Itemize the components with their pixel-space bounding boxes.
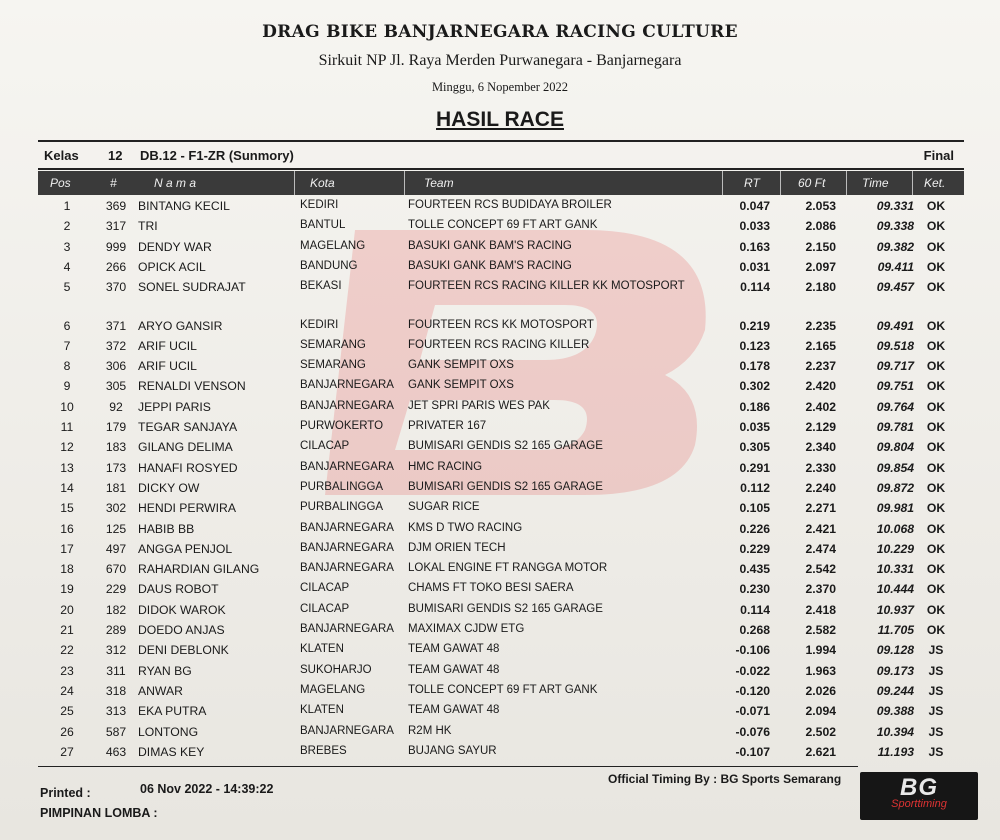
- logo-text-small: Sporttiming: [891, 798, 947, 810]
- kota-cell: BANTUL: [300, 219, 346, 232]
- table-row: [38, 704, 964, 724]
- table-row: [38, 542, 964, 562]
- name-cell: DAUS ROBOT: [138, 582, 219, 597]
- rt-cell: 0.114: [740, 280, 770, 295]
- ket-cell: OK: [926, 602, 946, 617]
- rt-cell: 0.226: [739, 521, 770, 536]
- pos-cell: 12: [60, 440, 74, 455]
- team-cell: BUJANG SAYUR: [408, 744, 497, 757]
- ket-cell: OK: [926, 623, 946, 637]
- rt-cell: 0.305: [739, 440, 770, 455]
- 60ft-cell: 2.420: [805, 379, 836, 394]
- name-cell: RENALDI VENSON: [138, 379, 246, 394]
- ket-cell: OK: [926, 318, 946, 333]
- pos-cell: 25: [60, 704, 74, 719]
- logo-text-big: BG: [900, 774, 938, 801]
- name-cell: DENDY WAR: [138, 239, 212, 254]
- ket-cell: JS: [928, 663, 944, 678]
- event-date: Minggu, 6 Nopember 2022: [431, 80, 569, 94]
- name-cell: RAHARDIAN GILANG: [138, 562, 260, 577]
- pos-cell: 18: [60, 562, 74, 577]
- rt-cell: -0.107: [735, 744, 770, 759]
- name-cell: ANGGA PENJOL: [138, 541, 233, 556]
- table-row: [38, 522, 964, 542]
- number-cell: 179: [105, 420, 127, 434]
- rt-cell: 0.229: [739, 541, 770, 556]
- 60ft-cell: 1.963: [805, 663, 836, 678]
- class-label: Kelas: [44, 147, 79, 163]
- ket-cell: OK: [926, 541, 946, 556]
- col-rt: RT: [744, 176, 760, 190]
- col-team: Team: [424, 176, 454, 190]
- pos-cell: 2: [63, 219, 71, 234]
- printed-value: 06 Nov 2022 - 14:39:22: [140, 782, 274, 796]
- name-cell: ARIF UCIL: [138, 338, 197, 353]
- name-cell: EKA PUTRA: [138, 704, 207, 719]
- name-cell: ARYO GANSIR: [138, 318, 223, 333]
- number-cell: 306: [105, 359, 127, 374]
- pos-cell: 24: [60, 683, 74, 698]
- table-row: [38, 319, 964, 339]
- kota-cell: BANJARNEGARA: [300, 379, 394, 392]
- team-cell: BASUKI GANK BAM'S RACING: [408, 239, 572, 252]
- time-cell: 10.068: [876, 521, 914, 536]
- official-timing: Official Timing By : BG Sports Semarang: [608, 772, 842, 786]
- rt-cell: 0.178: [739, 359, 770, 374]
- bottom-rule: [38, 766, 858, 767]
- number-cell: 302: [105, 501, 127, 516]
- team-cell: TOLLE CONCEPT 69 FT ART GANK: [408, 219, 598, 232]
- number-cell: 372: [105, 338, 127, 353]
- number-cell: 266: [105, 259, 127, 274]
- table-row: [38, 623, 964, 643]
- kota-cell: KLATEN: [300, 704, 344, 717]
- 60ft-cell: 2.165: [805, 338, 836, 353]
- 60ft-cell: 2.094: [805, 704, 836, 719]
- 60ft-cell: 2.240: [805, 480, 836, 495]
- pos-cell: 15: [60, 501, 74, 516]
- class-bar: [38, 142, 964, 168]
- time-cell: 09.981: [876, 501, 914, 516]
- team-cell: DJM ORIEN TECH: [408, 541, 506, 554]
- team-cell: BASUKI GANK BAM'S RACING: [408, 259, 572, 272]
- col-number: #: [110, 176, 117, 190]
- time-cell: 10.229: [876, 541, 914, 556]
- pos-cell: 22: [60, 643, 74, 658]
- ket-cell: OK: [926, 480, 946, 495]
- pos-cell: 10: [60, 399, 74, 414]
- pimpinan-lomba: PIMPINAN LOMBA :: [40, 806, 158, 820]
- table-row: [38, 199, 964, 219]
- time-cell: 10.444: [876, 582, 914, 597]
- time-cell: 09.411: [877, 259, 914, 274]
- ket-cell: JS: [928, 724, 944, 739]
- pos-cell: 6: [63, 318, 71, 333]
- number-cell: 305: [105, 379, 127, 394]
- col-time: Time: [862, 176, 889, 190]
- number-cell: 313: [105, 704, 127, 719]
- time-cell: 09.173: [876, 663, 914, 678]
- name-cell: DENI DEBLONK: [138, 643, 229, 658]
- time-cell: 09.804: [876, 440, 914, 455]
- rt-cell: 0.268: [739, 623, 770, 637]
- pos-cell: 23: [60, 663, 74, 678]
- pos-cell: 17: [60, 541, 74, 556]
- table-row: [38, 240, 964, 260]
- table-row: [38, 440, 964, 460]
- ket-cell: OK: [926, 379, 946, 394]
- ket-cell: OK: [926, 359, 946, 374]
- 60ft-cell: 1.994: [805, 643, 836, 658]
- 60ft-cell: 2.026: [805, 683, 836, 698]
- table-row: [38, 643, 964, 663]
- rt-cell: -0.071: [735, 704, 770, 719]
- 60ft-cell: 2.180: [805, 280, 836, 295]
- number-cell: 173: [105, 460, 127, 475]
- pos-cell: 21: [60, 623, 74, 637]
- team-cell: FOURTEEN RCS RACING KILLER: [408, 338, 590, 351]
- time-cell: 11.705: [877, 623, 914, 637]
- col-60ft: 60 Ft: [798, 176, 826, 190]
- kota-cell: BANJARNEGARA: [300, 399, 394, 412]
- time-cell: 09.518: [876, 338, 914, 353]
- table-header: [38, 171, 964, 195]
- name-cell: BINTANG KECIL: [138, 199, 230, 213]
- pos-cell: 7: [63, 338, 71, 353]
- ket-cell: JS: [928, 744, 944, 759]
- name-cell: DICKY OW: [138, 480, 200, 495]
- name-cell: LONTONG: [138, 724, 199, 739]
- rt-cell: 0.031: [739, 259, 770, 274]
- team-cell: TEAM GAWAT 48: [408, 663, 500, 676]
- pos-cell: 9: [63, 379, 71, 394]
- ket-cell: OK: [926, 239, 946, 254]
- ket-cell: OK: [926, 420, 946, 434]
- kota-cell: PURBALINGGA: [300, 480, 384, 493]
- rt-cell: 0.291: [739, 460, 770, 475]
- 60ft-cell: 2.097: [805, 259, 836, 274]
- name-cell: OPICK ACIL: [138, 259, 206, 274]
- table-row: [38, 501, 964, 521]
- rt-cell: 0.230: [739, 582, 770, 597]
- table-row: [38, 339, 964, 359]
- rt-cell: -0.106: [735, 643, 770, 658]
- ket-cell: OK: [926, 280, 946, 295]
- kota-cell: BANJARNEGARA: [300, 541, 394, 554]
- table-row: [38, 461, 964, 481]
- number-cell: 182: [105, 602, 127, 617]
- rt-cell: 0.186: [739, 399, 770, 414]
- team-cell: BUMISARI GENDIS S2 165 GARAGE: [408, 440, 603, 453]
- rt-cell: 0.112: [740, 480, 770, 495]
- time-cell: 09.128: [876, 643, 914, 658]
- name-cell: JEPPI PARIS: [138, 399, 211, 414]
- rt-cell: 0.302: [739, 379, 770, 394]
- pos-cell: 26: [60, 724, 74, 739]
- kota-cell: BEKASI: [300, 280, 342, 293]
- kota-cell: CILACAP: [300, 602, 350, 615]
- team-cell: TEAM GAWAT 48: [408, 643, 500, 656]
- rt-cell: 0.047: [739, 199, 770, 213]
- pos-cell: 1: [63, 199, 71, 213]
- table-row: [38, 280, 964, 300]
- time-cell: 09.388: [876, 704, 914, 719]
- 60ft-cell: 2.402: [805, 399, 836, 414]
- number-cell: 999: [105, 239, 127, 254]
- 60ft-cell: 2.370: [805, 582, 836, 597]
- 60ft-cell: 2.542: [805, 562, 836, 577]
- table-row: [38, 664, 964, 684]
- number-cell: 370: [105, 280, 127, 295]
- ket-cell: OK: [926, 338, 946, 353]
- number-cell: 317: [105, 219, 127, 234]
- time-cell: 10.937: [876, 602, 914, 617]
- team-cell: KMS D TWO RACING: [408, 521, 523, 534]
- 60ft-cell: 2.474: [805, 541, 836, 556]
- table-row: [38, 745, 964, 765]
- kota-cell: BREBES: [300, 744, 347, 757]
- time-cell: 09.764: [876, 399, 914, 414]
- time-cell: 09.331: [876, 199, 914, 213]
- printed-label: Printed :: [40, 786, 91, 800]
- bg-sporttiming-logo: [860, 772, 978, 820]
- time-cell: 09.491: [876, 318, 914, 333]
- number-cell: 312: [105, 643, 127, 658]
- team-cell: CHAMS FT TOKO BESI SAERA: [408, 582, 574, 595]
- kota-cell: CILACAP: [300, 440, 350, 453]
- team-cell: BUMISARI GENDIS S2 165 GARAGE: [408, 480, 603, 493]
- kota-cell: BANDUNG: [300, 259, 358, 272]
- kota-cell: BANJARNEGARA: [300, 521, 394, 534]
- kota-cell: SEMARANG: [300, 359, 366, 372]
- number-cell: 289: [105, 623, 127, 637]
- time-cell: 10.394: [876, 724, 914, 739]
- number-cell: 587: [105, 724, 127, 739]
- number-cell: 371: [105, 318, 127, 333]
- time-cell: 09.854: [876, 460, 914, 475]
- table-row: [38, 725, 964, 745]
- col-name: N a m a: [154, 176, 197, 190]
- kota-cell: SUKOHARJO: [300, 663, 372, 676]
- pos-cell: 3: [63, 239, 71, 254]
- 60ft-cell: 2.340: [805, 440, 836, 455]
- pos-cell: 11: [60, 420, 74, 434]
- 60ft-cell: 2.418: [805, 602, 836, 617]
- 60ft-cell: 2.237: [805, 359, 836, 374]
- kota-cell: SEMARANG: [300, 338, 366, 351]
- kota-cell: BANJARNEGARA: [300, 562, 394, 575]
- team-cell: FOURTEEN RCS KK MOTOSPORT: [408, 318, 594, 331]
- team-cell: R2M HK: [408, 724, 452, 737]
- pos-cell: 4: [63, 259, 71, 274]
- number-cell: 369: [105, 199, 127, 213]
- name-cell: DIMAS KEY: [138, 744, 205, 759]
- table-row: [38, 219, 964, 239]
- pos-cell: 13: [60, 460, 74, 475]
- time-cell: 09.382: [876, 239, 914, 254]
- name-cell: ARIF UCIL: [138, 359, 197, 374]
- class-number: 12: [108, 147, 123, 163]
- rt-cell: 0.105: [739, 501, 770, 516]
- table-row: [38, 260, 964, 280]
- rt-cell: 0.435: [739, 562, 770, 577]
- number-cell: 125: [105, 521, 127, 536]
- page-heading: HASIL RACE: [436, 108, 564, 131]
- table-row: [38, 582, 964, 602]
- 60ft-cell: 2.421: [805, 521, 836, 536]
- table-row: [38, 481, 964, 501]
- time-cell: 09.244: [876, 683, 914, 698]
- number-cell: 229: [105, 582, 127, 597]
- table-row: [38, 603, 964, 623]
- 60ft-cell: 2.621: [805, 744, 836, 759]
- time-cell: 10.331: [876, 562, 914, 577]
- number-cell: 318: [105, 683, 127, 698]
- time-cell: 09.457: [876, 280, 914, 295]
- kota-cell: BANJARNEGARA: [300, 623, 394, 635]
- team-cell: PRIVATER 167: [408, 420, 487, 432]
- ket-cell: OK: [926, 582, 946, 597]
- kota-cell: MAGELANG: [300, 683, 366, 696]
- table-row: [38, 379, 964, 399]
- pos-cell: 8: [63, 359, 71, 374]
- pos-cell: 20: [60, 602, 74, 617]
- name-cell: HENDI PERWIRA: [138, 501, 236, 516]
- ket-cell: JS: [928, 704, 944, 719]
- rt-cell: 0.035: [739, 420, 770, 434]
- 60ft-cell: 2.235: [805, 318, 836, 333]
- kota-cell: CILACAP: [300, 582, 350, 595]
- name-cell: ANWAR: [138, 683, 183, 698]
- name-cell: TEGAR SANJAYA: [138, 420, 238, 434]
- kota-cell: MAGELANG: [300, 239, 366, 252]
- team-cell: GANK SEMPIT OXS: [408, 359, 514, 372]
- number-cell: 497: [105, 541, 127, 556]
- event-venue: Sirkuit NP Jl. Raya Merden Purwanegara - Banjarnegara: [318, 52, 682, 69]
- number-cell: 311: [106, 663, 126, 678]
- 60ft-cell: 2.502: [805, 724, 836, 739]
- ket-cell: OK: [926, 259, 946, 274]
- name-cell: HABIB BB: [138, 521, 195, 536]
- time-cell: 11.193: [877, 744, 914, 759]
- time-cell: 09.751: [876, 379, 914, 394]
- pos-cell: 19: [60, 582, 74, 597]
- 60ft-cell: 2.271: [805, 501, 836, 516]
- ket-cell: OK: [926, 460, 946, 475]
- class-name: DB.12 - F1-ZR (Sunmory): [140, 147, 294, 163]
- class-rule: [38, 168, 964, 170]
- ket-cell: OK: [926, 521, 946, 536]
- ket-cell: OK: [926, 219, 946, 234]
- number-cell: 670: [105, 562, 127, 577]
- team-cell: BUMISARI GENDIS S2 165 GARAGE: [408, 602, 603, 615]
- kota-cell: KEDIRI: [300, 199, 339, 211]
- table-row: [38, 400, 964, 420]
- 60ft-cell: 2.330: [805, 460, 836, 475]
- pos-cell: 16: [60, 521, 74, 536]
- name-cell: TRI: [138, 219, 158, 234]
- pos-cell: 27: [60, 744, 74, 759]
- kota-cell: KLATEN: [300, 643, 344, 656]
- col-ket: Ket.: [924, 176, 946, 190]
- name-cell: HANAFI ROSYED: [138, 460, 238, 475]
- kota-cell: BANJARNEGARA: [300, 460, 394, 473]
- 60ft-cell: 2.086: [805, 219, 836, 234]
- rt-cell: 0.163: [739, 239, 770, 254]
- ket-cell: OK: [926, 501, 946, 516]
- ket-cell: JS: [928, 643, 944, 658]
- col-kota: Kota: [310, 176, 335, 190]
- kota-cell: KEDIRI: [300, 318, 339, 331]
- rt-cell: -0.076: [735, 724, 770, 739]
- team-cell: SUGAR RICE: [408, 501, 480, 514]
- number-cell: 92: [109, 399, 123, 414]
- ket-cell: JS: [928, 683, 944, 698]
- time-cell: 09.717: [876, 359, 914, 374]
- 60ft-cell: 2.129: [805, 420, 836, 434]
- pos-cell: 5: [63, 280, 71, 295]
- table-row: [38, 562, 964, 582]
- team-cell: FOURTEEN RCS BUDIDAYA BROILER: [408, 199, 612, 211]
- number-cell: 463: [105, 744, 127, 759]
- kota-cell: PURWOKERTO: [300, 420, 384, 432]
- time-cell: 09.781: [876, 420, 914, 434]
- rt-cell: -0.120: [735, 683, 770, 698]
- 60ft-cell: 2.150: [805, 239, 836, 254]
- rt-cell: 0.033: [739, 219, 770, 234]
- class-stage: Final: [923, 147, 954, 163]
- ket-cell: OK: [926, 399, 946, 414]
- event-title: DRAG BIKE BANJARNEGARA RACING CULTURE: [262, 22, 738, 42]
- kota-cell: PURBALINGGA: [300, 501, 384, 514]
- col-pos: Pos: [50, 176, 71, 190]
- team-cell: MAXIMAX CJDW ETG: [408, 623, 525, 635]
- ket-cell: OK: [926, 199, 946, 213]
- rt-cell: -0.022: [735, 663, 770, 678]
- name-cell: SONEL SUDRAJAT: [138, 280, 246, 295]
- team-cell: FOURTEEN RCS RACING KILLER KK MOTOSPORT: [408, 280, 685, 293]
- number-cell: 183: [105, 440, 127, 455]
- rt-cell: 0.114: [740, 602, 770, 617]
- table-row: [38, 684, 964, 704]
- team-cell: JET SPRI PARIS WES PAK: [408, 399, 550, 412]
- table-row: [38, 420, 964, 440]
- ket-cell: OK: [926, 440, 946, 455]
- name-cell: RYAN BG: [138, 663, 192, 678]
- name-cell: DIDOK WAROK: [138, 602, 226, 617]
- time-cell: 09.338: [876, 219, 914, 234]
- name-cell: GILANG DELIMA: [138, 440, 233, 455]
- kota-cell: BANJARNEGARA: [300, 724, 394, 737]
- team-cell: TOLLE CONCEPT 69 FT ART GANK: [408, 683, 598, 696]
- 60ft-cell: 2.053: [805, 199, 836, 213]
- rt-cell: 0.123: [739, 338, 770, 353]
- 60ft-cell: 2.582: [805, 623, 836, 637]
- team-cell: TEAM GAWAT 48: [408, 704, 500, 717]
- pos-cell: 14: [60, 480, 74, 495]
- team-cell: HMC RACING: [408, 460, 483, 473]
- team-cell: LOKAL ENGINE FT RANGGA MOTOR: [408, 562, 608, 575]
- ket-cell: OK: [926, 562, 946, 577]
- team-cell: GANK SEMPIT OXS: [408, 379, 514, 392]
- name-cell: DOEDO ANJAS: [138, 623, 225, 637]
- number-cell: 181: [105, 480, 127, 495]
- rt-cell: 0.219: [739, 318, 770, 333]
- time-cell: 09.872: [876, 480, 914, 495]
- table-row: [38, 359, 964, 379]
